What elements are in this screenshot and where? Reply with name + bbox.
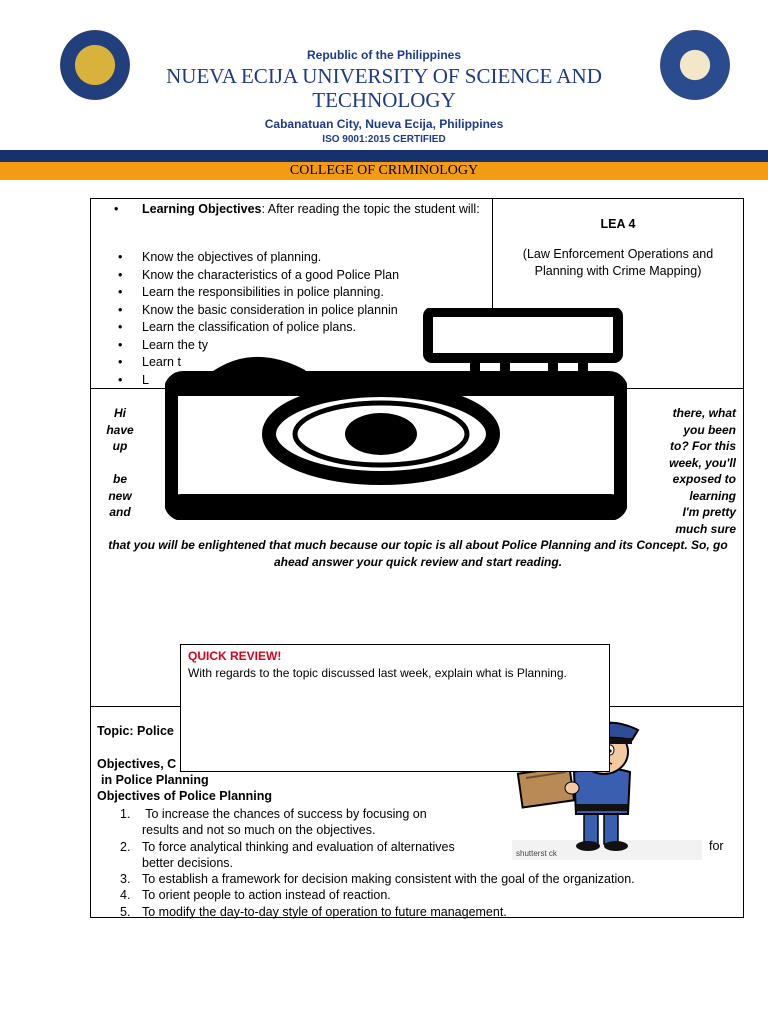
learning-objective-item: • Learn the ty — [116, 337, 488, 355]
intro-right-line: exposed to — [672, 472, 736, 486]
intro-left-line: be — [112, 472, 127, 486]
camera-icon — [165, 308, 627, 520]
college-seal-logo — [660, 30, 730, 100]
objectives-heading: Objectives of Police Planning — [97, 789, 273, 803]
quick-review-text: With regards to the topic discussed last week, explain what is Planning. — [188, 666, 567, 680]
learning-objective-item: • Know the objectives of planning. — [116, 249, 488, 267]
objective-number: 2. — [120, 839, 131, 854]
topic-title: Topic: Police — [97, 724, 174, 738]
college-name: COLLEGE OF CRIMINOLOGY — [289, 163, 479, 178]
intro-right-line: much sure — [675, 521, 736, 536]
intro-right-line: learning — [689, 488, 736, 503]
intro-left-line: and — [109, 505, 131, 519]
objective-text: To modify the day-to-day style of operation to future management. — [142, 904, 507, 919]
learning-objective-item: • Learn the responsibilities in police planning. — [116, 284, 488, 302]
intro-right-line: you been — [683, 422, 736, 437]
learning-objective-item: • Learn t — [116, 354, 488, 372]
objective-item — [90, 871, 740, 887]
university-location: Cabanatuan City, Nueva Ecija, Philippines — [264, 117, 504, 131]
learning-objective-item: • Know the characteristics of a good Police Plan — [116, 267, 488, 285]
intro-text-right — [636, 405, 736, 537]
objective-number: 3. — [120, 872, 131, 887]
objective-item — [90, 887, 740, 903]
quick-review-title: QUICK REVIEW! — [188, 649, 282, 663]
learning-objectives-title: Learning Objectives — [142, 202, 262, 216]
quick-review-box — [180, 644, 610, 772]
intro-right-line: I'm pretty — [682, 505, 736, 519]
objective-for-word: for — [709, 839, 724, 853]
learning-objective-item: • Know the basic consideration in police plannin — [116, 302, 488, 320]
learning-objective-item: • L — [116, 372, 488, 390]
topic-subtitle-1: Objectives, C — [97, 757, 177, 771]
objective-number: 4. — [120, 888, 131, 903]
intro-text-left — [100, 405, 140, 521]
objective-number: 5. — [120, 904, 131, 919]
course-code: LEA 4 — [600, 217, 636, 231]
header-band-navy — [0, 150, 768, 162]
university-seal-logo — [60, 30, 130, 100]
learning-objectives-intro-text: : After reading the topic the student will: — [261, 202, 480, 216]
image-credit: shutterst ck — [516, 849, 557, 858]
intro-closing-text: that you will be enlightened that much because our topic is all about Police Planning and its Concept. So, go ahead answer your quick review and start reading. — [108, 538, 728, 569]
intro-left-line: up — [112, 439, 128, 453]
objective-text: To increase the chances of success by focusing on — [142, 807, 427, 821]
intro-left-line: new — [108, 488, 132, 503]
intro-left-line: Hi — [114, 406, 126, 420]
objective-text: To force analytical thinking and evaluation of alternatives — [142, 839, 455, 854]
republic-heading: Republic of the Philippines — [306, 48, 461, 62]
course-title: (Law Enforcement Operations and Planning with Crime Mapping) — [522, 247, 714, 278]
objective-item — [90, 904, 740, 920]
intro-left-line: have — [106, 422, 134, 437]
topic-subtitle-2: in Police Planning — [101, 773, 209, 787]
intro-right-line: to? For this — [670, 439, 736, 453]
university-name: NUEVA ECIJA UNIVERSITY OF SCIENCE AND TECHNOLOGY — [166, 64, 602, 112]
learning-objectives-intro: • Learning Objectives: After reading the topic the student will: — [114, 202, 480, 216]
objective-text: To establish a framework for decision making consistent with the goal of the organization. — [142, 872, 635, 887]
intro-left-line — [100, 455, 140, 472]
objective-number: 1. — [120, 807, 131, 821]
objective-text: results and not so much on the objectives. — [142, 823, 376, 838]
learning-objective-item: • Learn the classification of police plans. — [116, 319, 488, 337]
objective-text: To orient people to action instead of reaction. — [142, 888, 391, 903]
intro-right-line: there, what — [672, 406, 736, 420]
iso-certification: ISO 9001:2015 CERTIFIED — [322, 134, 446, 145]
intro-right-line: week, you'll — [669, 455, 736, 470]
objective-text: better decisions. — [142, 855, 234, 870]
